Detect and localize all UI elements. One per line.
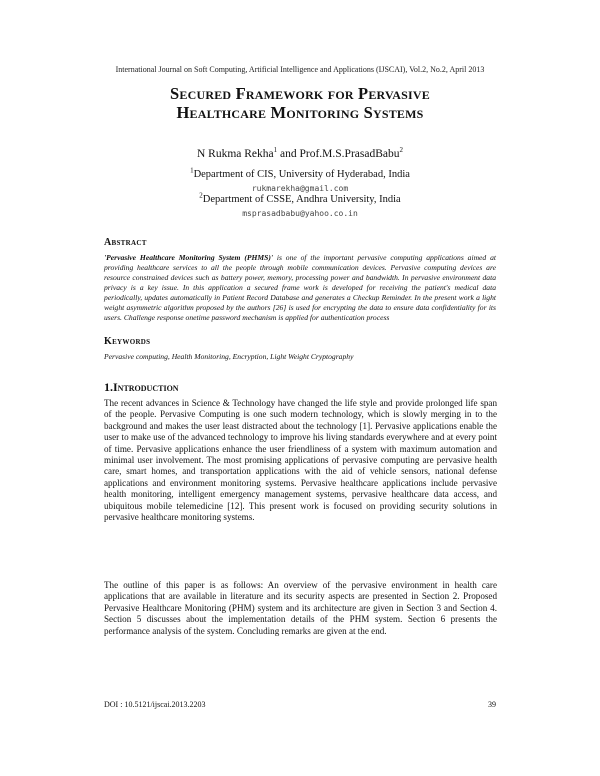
page-number: 39 (488, 700, 496, 709)
author-2-sup: 2 (399, 146, 403, 155)
affiliation-2-email: msprasadbabu@yahoo.co.in (242, 209, 358, 218)
keywords-text: Pervasive computing, Health Monitoring, Encryption, Light Weight Cryptography (104, 352, 354, 361)
author-1-sup: 1 (273, 146, 278, 155)
affiliation-2 (0, 191, 600, 205)
title-line-2: Healthcare Monitoring Systems (176, 103, 424, 122)
affiliation-2-text: Department of CSSE, Andhra University, India (202, 194, 401, 205)
title-line-1: Secured Framework for Pervasive (170, 84, 430, 103)
keywords-heading: Keywords (104, 336, 151, 347)
abstract-lead: 'Pervasive Healthcare Monitoring System (PHMS)' (104, 253, 274, 262)
footer-doi: DOI : 10.5121/ijscai.2013.2203 (104, 700, 206, 709)
introduction-title: Introduction (113, 380, 179, 394)
affiliation-1 (0, 166, 600, 180)
abstract-text: is one of the important pervasive computing applications aimed at providing healthcare services to all the people through mobile communication devices. Pervasive computing devices are resource constrained devices such as battery power, memory, processing power and bandwidth. In pervasive environment data privacy is a key issue. In this application a secured frame work is developed for receiving the patient's medical data periodically, updates automatically in Patient Record Database and generates a Checkup Reminder. In the present work a light weight asymmetric algorithm proposed by the authors [26] is used for encrypting the data to ensure data confidentiality for its users. Challenge response onetime password mechanism is applied for authentication process (104, 253, 496, 323)
author-1: N Rukma Rekha (196, 148, 274, 160)
introduction-number: 1. (104, 380, 113, 394)
affiliation-1-sup: 1 (190, 166, 194, 175)
introduction-heading (104, 380, 179, 395)
affiliation-1-email: rukmarekha@gmail.com (251, 184, 349, 193)
intro-paragraph: The recent advances in Science & Technology have changed the life style and provide prolonged life span of the people. Pervasive Computing is one such modern technology, which is slowly merging in to the background and makes the user least distracted about the technology [1]. Pervasive applications enable the user to make use of the advanced technology to improve his living standards everywhere and at every point of time. Pervasive applications enhance the user friendliness of a system with maximum automation and minimal user involvement. The most promising applications of pervasive computing are pervasive health care, smart homes, and transportation applications with the aid of vehicle sensors, national defense applications and environment monitoring systems. Pervasive healthcare applications include pervasive health monitoring, intelligent emergency management systems, pervasive healthcare data access, and ubiquitous mobile telemedicine [12]. This present work is focused on providing security solutions in pervasive healthcare monitoring systems. (104, 398, 497, 523)
intro-paragraph: The outline of this paper is as follows: An overview of the pervasive environment in health care applications that are available in literature and its security aspects are presented in Section 2. Proposed Pervasive Healthcare Monitoring (PHM) system and its architecture are given in Section 3 and Section 4. Section 5 discusses about the implementation details of the PHM system. Section 6 presents the performance analysis of the system. Concluding remarks are given at the end. (104, 580, 497, 636)
author-joiner: and (277, 148, 300, 160)
affiliation-2-sup: 2 (199, 191, 203, 200)
author-2: Prof.M.S.PrasadBabu (299, 148, 400, 160)
paper-title (0, 84, 600, 122)
abstract-heading: Abstract (104, 237, 147, 248)
author-line (0, 148, 600, 160)
journal-header: International Journal on Soft Computing, Artificial Intelligence and Applications (IJSCAI), Vol.2, No.2, April 2013 (115, 65, 485, 74)
affiliation-1-text: Department of CIS, University of Hyderabad, India (193, 169, 410, 180)
abstract-body (104, 253, 496, 323)
